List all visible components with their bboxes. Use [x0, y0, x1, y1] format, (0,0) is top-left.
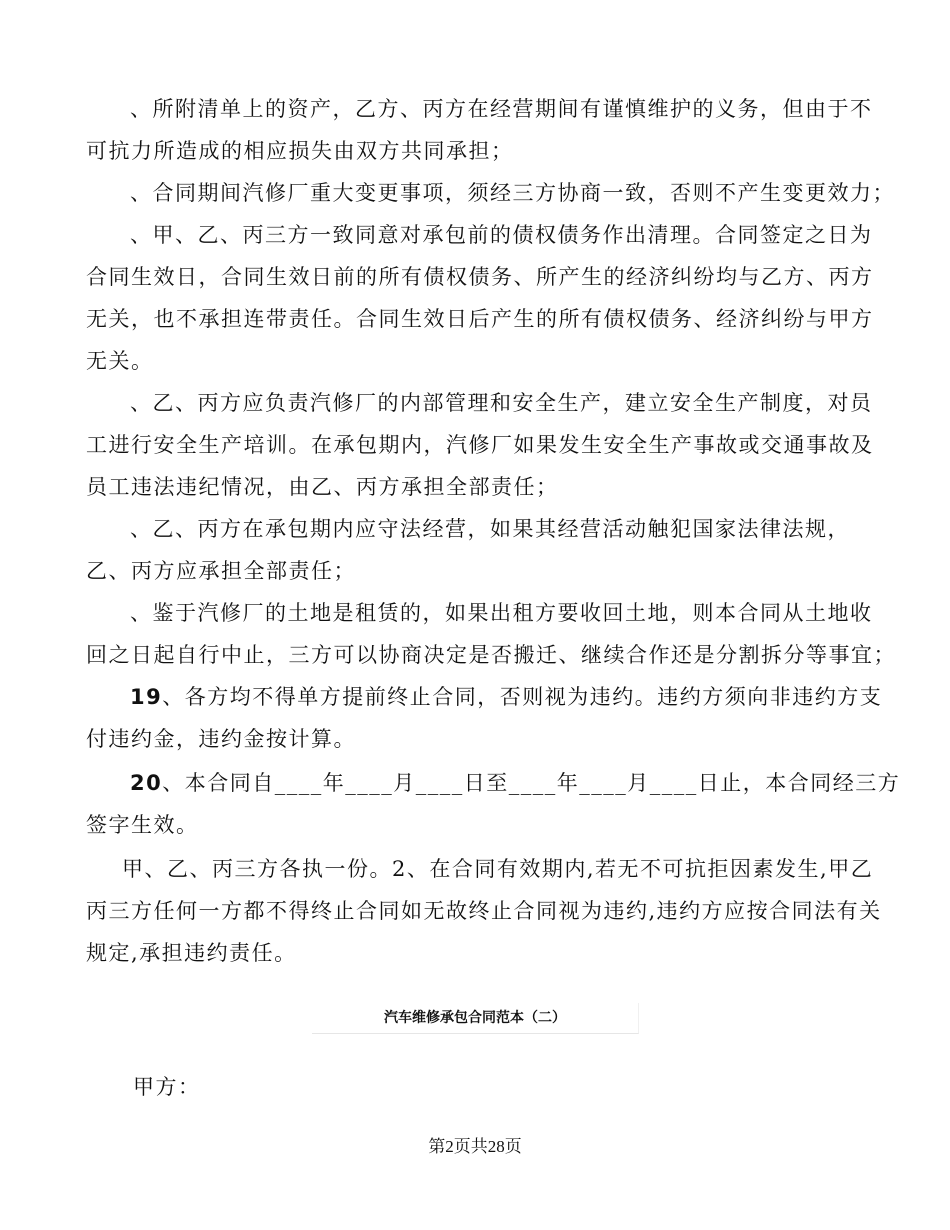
clause-paragraph: [86, 214, 876, 382]
text-line: 、乙、丙方在承包期内应守法经营，如果其经营活动触犯国家法律法规，: [130, 517, 850, 541]
clause-text: 、本合同自____年____月____日至____年____月____日止，本合同经三方: [162, 771, 901, 795]
text-line: 、鉴于汽修厂的土地是租赁的，如果出租方要收回土地，则本合同从土地收: [130, 601, 873, 625]
party-a-label: 甲方：: [133, 1075, 201, 1099]
text-line: 、甲、乙、丙三方一致同意对承包前的债权债务作出清理。合同签定之日为: [130, 223, 873, 247]
text-line: 签字生效。: [86, 813, 199, 837]
text-line: 无关，也不承担连带责任。合同生效日后产生的所有债权债务、经济纠纷与甲方: [86, 307, 874, 331]
clause-paragraph: [86, 848, 882, 974]
text-line: 可抗力所造成的相应损失由双方共同承担；: [86, 139, 514, 163]
clause-text: 、各方均不得单方提前终止合同，否则视为违约。违约方须向非违约方支: [162, 685, 883, 709]
clause-paragraph: [86, 172, 895, 214]
clause-paragraph: [86, 88, 876, 172]
text-line: 、所附清单上的资产，乙方、丙方在经营期间有谨慎维护的义务，但由于不: [130, 97, 873, 121]
text-line: 丙三方任何一方都不得终止合同如无故终止合同视为违约,违约方应按合同法有关: [86, 899, 882, 923]
text-line: [86, 676, 883, 718]
text-line: 规定,承担违约责任。: [86, 941, 297, 965]
text-line: 付违约金，违约金按计算。: [86, 727, 356, 751]
clause-number: 19: [130, 685, 163, 709]
text-line: 、合同期间汽修厂重大变更事项，须经三方协商一致，否则不产生变更效力；: [130, 181, 895, 205]
text-line: 无关。: [86, 349, 154, 373]
text-line: 、乙、丙方应负责汽修厂的内部管理和安全生产，建立安全生产制度，对员: [130, 391, 873, 415]
text-line: 乙、丙方应承担全部责任；: [86, 559, 356, 583]
text-line: 工进行安全生产培训。在承包期内，汽修厂如果发生安全生产事故或交通事故及: [86, 433, 874, 457]
text-line: [86, 762, 901, 804]
text-line: 回之日起自行中止，三方可以协商决定是否搬迁、继续合作还是分割拆分等事宜；: [86, 643, 896, 667]
clause-paragraph: [86, 508, 876, 592]
clause-paragraph: [86, 762, 901, 846]
clause-paragraph: [86, 676, 883, 760]
clause-paragraph: [86, 592, 896, 676]
clause-paragraph: [86, 382, 876, 508]
text-line: 员工违法违纪情况，由乙、丙方承担全部责任；: [86, 475, 559, 499]
text-line: 合同生效日，合同生效日前的所有债权债务、所产生的经济纠纷均与乙方、丙方: [86, 265, 874, 289]
text-line: 甲、乙、丙三方各执一份。2、在合同有效期内,若无不可抗拒因素发生,甲乙: [122, 857, 874, 881]
clause-number: 20: [130, 771, 163, 795]
section-title: 汽车维修承包合同范本（二）: [312, 1003, 639, 1034]
page-footer: 第2页共28页: [428, 1137, 522, 1156]
